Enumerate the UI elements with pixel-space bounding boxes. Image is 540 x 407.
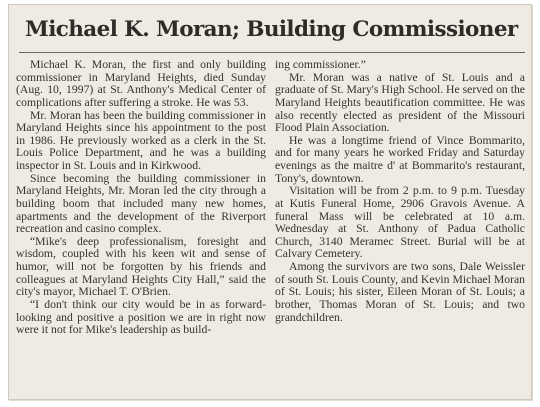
newspaper-clipping bbox=[8, 4, 532, 400]
paragraph-death-notice: Michael K. Moran, the first and only building commissioner in Maryland Heights, died Sunday (Aug. 10, 1997) at St. Anthony's Medical Center of complications after suffering a stroke. He was 53. bbox=[16, 58, 266, 109]
paragraph-building-boom: Since becoming the building commissioner in Maryland Heights, Mr. Moran led the city through a building boom that included many new homes, apartments and the development of the Riverport recreation and casino complex. bbox=[16, 171, 266, 236]
paragraph-continuation: ing commissioner.” bbox=[275, 58, 366, 71]
paragraph-career: Mr. Moran has been the building commissioner in Maryland Heights since his appointment to the post in 1986. He previously worked as a clerk in the St. Louis Police Department, and he was a building inspector in St. Louis and in Kirkwood. bbox=[16, 108, 266, 172]
paragraph-leadership-quote: “I don't think our city would be in as forward-looking and positive a position we are in right now were it not for Mike's leadership as build- bbox=[16, 297, 266, 337]
paragraph-mayor-quote: “Mike's deep professionalism, foresight and wisdom, coupled with his keen wit and sense of humor, will not be forgotten by his friends and colleagues at Maryland Heights City Hall,” said the city's mayor, Michael T. O'Brien. bbox=[16, 234, 266, 299]
paragraph-survivors: Among the survivors are two sons, Dale Weissler of south St. Louis County, and Kevin Michael Moran of St. Louis; his sister, Eileen Moran of St. Louis; a brother, Thomas Moran of St. Louis; and two grandchildren. bbox=[275, 260, 525, 324]
headline: Michael K. Moran; Building Commissioner bbox=[25, 17, 518, 42]
headline-rule bbox=[19, 52, 525, 53]
paragraph-visitation: Visitation will be from 2 p.m. to 9 p.m. Tuesday at Kutis Funeral Home, 2906 Gravois Avenue. A funeral Mass will be celebrated at 10 a.m. Wednesday at St. Anthony of Padua Catholic Church, 3140 Meramec Street. Burial will be at Calvary Cemetery. bbox=[275, 184, 525, 261]
paragraph-bommarito: He was a longtime friend of Vince Bommarito, and for many years he worked Friday and Saturday evenings as the maitre d' at Bommarito's restaurant, Tony's, downtown. bbox=[275, 133, 525, 185]
paragraph-background: Mr. Moran was a native of St. Louis and a graduate of St. Mary's High School. He served on the Maryland Heights beautification committee. He was also recently elected as president of the Missouri Flood Plain Association. bbox=[275, 70, 525, 135]
left-column bbox=[16, 59, 266, 337]
right-column bbox=[275, 59, 525, 324]
